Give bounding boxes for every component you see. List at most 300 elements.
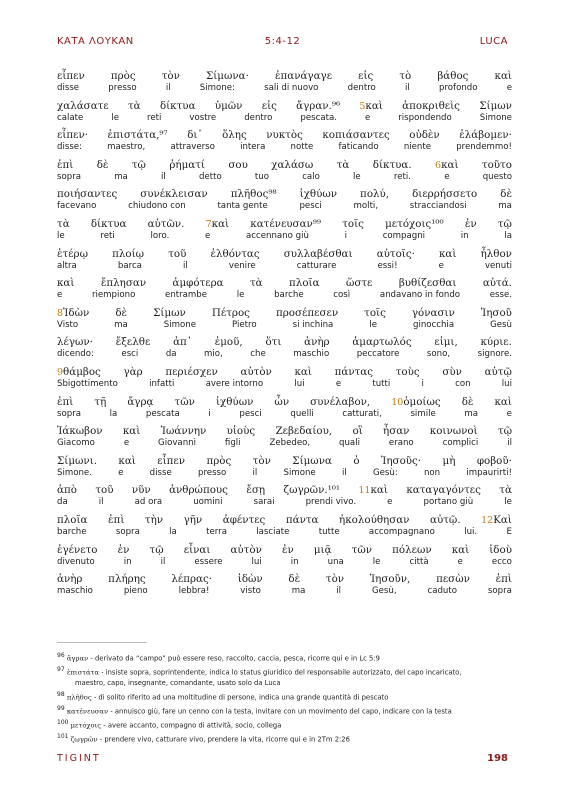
footnote-number: 101 (57, 733, 69, 741)
italian-word: barca (117, 260, 142, 271)
italian-word: e (506, 83, 512, 93)
greek-word: πλήρης (108, 573, 146, 586)
interlinear-line (57, 218, 512, 241)
greek-word: πάντα (285, 514, 319, 526)
italian-word: e (123, 438, 130, 449)
greek-word: ἐμοῦ, (214, 336, 243, 349)
italian-word: uomini (193, 497, 223, 508)
greek-word: 6καὶ (435, 158, 459, 171)
italian-word: compagni (382, 231, 426, 241)
greek-line (57, 336, 512, 349)
greek-line (57, 425, 512, 438)
verse-number: 7 (205, 219, 212, 230)
footnote-headword: ζωγρῶν (70, 735, 98, 744)
footnote-text: - derivato da “campo” può essere reso, raccolto, caccia, pesca, ricorre qui e in Lc 5:9 (88, 654, 380, 663)
greek-line (57, 218, 512, 231)
greek-word: καὶ (439, 247, 457, 260)
greek-line (57, 396, 512, 409)
italian-word: Giovanni (158, 438, 196, 449)
greek-word: αὐτὸν (240, 366, 272, 378)
greek-line (57, 544, 512, 557)
interlinear-line (57, 159, 512, 182)
greek-word: αὐτῷ (484, 366, 512, 378)
italian-word: faticando (338, 142, 379, 153)
italian-word: Simone. (57, 467, 92, 478)
greek-word: πόλεων (392, 543, 432, 556)
greek-line (57, 514, 512, 527)
greek-word: τὸ (399, 70, 412, 82)
italian-word: caduto (427, 586, 457, 597)
italian-word: catturare (296, 260, 337, 271)
greek-word: τῷ (497, 425, 512, 438)
italian-word: infatti (149, 379, 175, 389)
greek-word: προσέπεσεν (275, 306, 339, 319)
greek-word: δὲ (500, 188, 512, 201)
greek-word: εἶπεν (57, 70, 85, 82)
italian-word: barche (57, 527, 87, 537)
greek-word: 5καὶ (359, 99, 383, 112)
italian-word: ma (464, 408, 479, 419)
italian-word: lasciate (256, 527, 290, 537)
italian-word: calo (302, 171, 320, 182)
italian-word: dentro (244, 112, 273, 123)
interlinear-line (57, 455, 512, 478)
italian-word: le (111, 112, 119, 123)
italian-word: venire (228, 260, 256, 271)
greek-word: τὰ (57, 218, 70, 230)
italian-word: altra (57, 260, 77, 271)
greek-word: τῶν (351, 543, 373, 556)
italian-word: che (250, 349, 266, 360)
greek-word: πολύ, (360, 188, 390, 201)
italian-word: sopra (57, 171, 81, 182)
interlinear-line (57, 366, 512, 389)
greek-word: ἦλθον (480, 247, 512, 260)
greek-word: Ἰησοῦ (480, 306, 512, 319)
footnote (57, 718, 527, 730)
italian-word: ad ora (134, 497, 163, 508)
greek-word: ὥστε (345, 277, 373, 290)
italian-word: la (109, 408, 118, 419)
greek-word: συλλαβέσθαι (283, 247, 353, 260)
italian-word: Simone: (199, 83, 235, 93)
italian-word: ecco (491, 556, 512, 567)
greek-word: Πέτρος (211, 306, 250, 319)
italian-line (57, 261, 512, 271)
italian-line (57, 409, 512, 419)
greek-word: δὲ (96, 158, 109, 171)
greek-line (57, 248, 512, 261)
italian-line (57, 468, 512, 478)
italian-word: non (423, 467, 441, 478)
interlinear-line (57, 100, 512, 123)
italian-word: tutti (372, 379, 391, 389)
italian-word: ma (114, 171, 128, 182)
greek-word: Ἰωάννην (160, 425, 207, 438)
italian-word: Sbigottimento (57, 379, 118, 389)
greek-word: καὶ (494, 70, 512, 82)
greek-word: τῇ (94, 395, 107, 408)
greek-word: διερρήσσετο (412, 188, 478, 201)
greek-line (57, 188, 512, 201)
footer-publisher: TIGINT (57, 753, 101, 764)
greek-word: υἱοὺς (226, 425, 256, 438)
greek-word: 7καὶ (205, 218, 230, 230)
greek-line (57, 129, 512, 142)
greek-word: εἰς (358, 70, 374, 82)
italian-word: presso (108, 83, 137, 93)
footnote-number: 97 (57, 666, 65, 674)
italian-word: ginocchia (412, 319, 455, 330)
footnote-number: 99 (57, 704, 65, 712)
greek-word: τὸν (325, 573, 345, 586)
greek-word: ὅτι (265, 336, 282, 349)
italian-line (57, 557, 512, 567)
greek-word: δὲ (288, 573, 301, 586)
italian-word: chiudono con (128, 201, 186, 212)
italian-word: lui. (464, 527, 478, 537)
italian-word: figli (224, 438, 241, 449)
greek-line (57, 159, 512, 172)
italian-word: e (57, 290, 63, 301)
italian-word: pieno (123, 586, 148, 597)
italian-word: il (165, 83, 171, 93)
header-chapter-ref: 5:4-12 (264, 36, 301, 47)
italian-word: il (160, 556, 166, 567)
italian-word: Pietro (232, 319, 257, 330)
italian-line (57, 142, 512, 152)
greek-word: πρὸς (206, 454, 232, 467)
greek-word: πλοίῳ (112, 247, 145, 260)
footnote (57, 704, 527, 716)
italian-word: facevano (57, 201, 97, 212)
italian-word: il (252, 467, 258, 478)
italian-word: sarai (253, 497, 275, 508)
italian-word: sono, (426, 349, 451, 360)
italian-word: il (341, 467, 347, 478)
italian-word: e (444, 171, 450, 182)
italian-word: accompagnano (368, 527, 435, 537)
greek-word: καὶ (494, 395, 512, 408)
footnote-headword: πλῆθος (66, 692, 92, 701)
greek-word: τοῦτο (481, 158, 512, 171)
footnote-number: 100 (57, 719, 69, 727)
italian-line (57, 231, 512, 241)
greek-word: μὴ (442, 454, 456, 467)
greek-word: σου (228, 158, 248, 171)
greek-word: τὰ (127, 99, 141, 112)
greek-word: καὶ (122, 425, 141, 438)
italian-word: la (169, 527, 177, 537)
italian-word: essere (194, 556, 223, 567)
italian-word: sopra (115, 527, 140, 537)
greek-word: εἶπεν· (57, 129, 89, 142)
italian-word: tutte (318, 527, 340, 537)
italian-word: Visto (57, 319, 79, 330)
italian-word: città (409, 556, 429, 567)
greek-word: ἰδὼν (237, 573, 263, 586)
greek-word: δὲ (115, 306, 128, 319)
italian-word: Simone (283, 467, 316, 478)
italian-word: visto (240, 586, 261, 597)
italian-word: i (421, 379, 424, 389)
italian-word: sopra (487, 586, 512, 597)
italian-line (57, 586, 512, 596)
greek-word: καὶ (294, 366, 312, 378)
greek-word: ῥήματί (169, 158, 205, 171)
italian-word: rispondendo (398, 112, 452, 123)
footnote-text: - annuisco giù, fare un cenno con la testa, invitare con un movimento del capo, indicare con la testa (108, 707, 452, 716)
greek-word: τοῖς (364, 306, 386, 319)
greek-word: δίκτυα (159, 99, 196, 112)
italian-line (57, 349, 512, 359)
greek-word: ὑμῶν (214, 99, 243, 112)
greek-word: Σίμωνα· (205, 70, 249, 82)
greek-word: πλοῖα (57, 514, 88, 526)
interlinear-line (57, 70, 512, 93)
italian-word: le (372, 556, 381, 567)
italian-line (57, 83, 512, 93)
greek-word: χαλάσατε (57, 99, 109, 112)
footnote-text: - avere accanto, compagno di attività, socio, collega (101, 721, 282, 730)
greek-word: Σίμων (153, 306, 186, 319)
greek-word: ὅλης (222, 129, 247, 142)
italian-word: esse. (489, 290, 512, 301)
italian-line (57, 438, 512, 448)
verse-number: 9 (57, 367, 64, 378)
greek-word: βάθος (437, 70, 469, 82)
italian-word: sali di nuovo (264, 83, 319, 93)
footnote-text: - di solito riferito ad una moltitudine di persone, indica una grande quantità di pescato (91, 692, 389, 701)
greek-word: τὰ (249, 277, 263, 290)
greek-word: Ἰησοῦν, (369, 573, 411, 586)
italian-word: E (506, 527, 512, 537)
greek-word: ἔπλησαν (100, 277, 147, 290)
greek-word: ἠκολούθησαν (339, 514, 410, 526)
greek-line (57, 455, 512, 468)
italian-word: entrambe (165, 290, 208, 301)
greek-word: καὶ (451, 543, 470, 556)
italian-word: barche (274, 290, 304, 301)
italian-word: i (208, 408, 211, 419)
italian-word: Gesù: (372, 467, 398, 478)
interlinear-line (57, 544, 512, 567)
greek-word: οἳ (352, 425, 363, 438)
greek-word: οὐδὲν (409, 129, 440, 142)
interlinear-line (57, 514, 512, 537)
italian-word: il (336, 586, 342, 597)
italian-word: e (335, 379, 342, 389)
greek-word: ἔξελθε (115, 336, 151, 349)
italian-word: essi! (377, 260, 398, 271)
italian-word: ma (114, 319, 128, 330)
greek-word: ἄγρᾳ (127, 395, 154, 408)
footnote-headword: ἐπιστάτα (66, 668, 99, 677)
italian-line (57, 320, 512, 330)
italian-word: reti (147, 112, 162, 123)
greek-word: Σίμων (479, 99, 512, 112)
italian-word: dentro (347, 83, 376, 93)
greek-word: τὴν (144, 514, 164, 526)
greek-word: μετόχοις¹⁰⁰ (385, 218, 444, 230)
italian-word: terra (206, 527, 227, 537)
italian-word: simile (410, 408, 436, 419)
verse-number: 5 (359, 100, 366, 112)
greek-word: πλοῖα (289, 277, 320, 290)
italian-word: si inchina (292, 319, 334, 330)
greek-word: κατένευσαν⁹⁹ (250, 218, 322, 230)
italian-word: quali (339, 438, 360, 449)
italian-word: pesci (239, 408, 262, 419)
greek-word: ἐπὶ (57, 158, 74, 171)
italian-word: il (405, 83, 410, 93)
greek-word: ἐπὶ (495, 573, 512, 586)
footnote-continuation: maestro, capo, insegnante, comandante, usato solo da Luca (75, 678, 281, 687)
italian-word: accennano giù (246, 231, 309, 241)
italian-word: loro. (150, 231, 170, 241)
footnote (57, 732, 527, 744)
italian-word: e (205, 231, 211, 241)
greek-word: ζωγρῶν.¹⁰¹ (283, 484, 340, 497)
italian-word: e (506, 408, 512, 419)
italian-line (57, 379, 512, 389)
greek-line (57, 573, 512, 586)
greek-word: Ἰησοῦς· (381, 454, 422, 467)
italian-word: divenuto (57, 556, 95, 567)
greek-word: ἀνθρώπους (169, 484, 228, 497)
greek-word: γῆν (183, 514, 203, 526)
italian-word: calate (57, 112, 84, 123)
italian-word: e (364, 112, 371, 123)
greek-word: ἀπ᾽ (173, 336, 192, 349)
greek-word: αὐτῷ. (430, 514, 461, 526)
italian-word: la (504, 231, 512, 241)
italian-word: lebbra! (178, 586, 210, 597)
footnote (57, 665, 527, 687)
italian-word: esci (121, 349, 139, 360)
italian-word: da (57, 497, 68, 508)
italian-word: il (98, 497, 104, 508)
greek-word: μιᾷ (313, 543, 332, 556)
greek-word: ἰχθύων (215, 395, 254, 408)
greek-word: σὺν (442, 366, 462, 378)
italian-word: catturati, (342, 408, 382, 419)
italian-word: e (457, 556, 463, 567)
italian-word: le (504, 497, 512, 508)
greek-word: τοῖς (342, 218, 364, 230)
interlinear-line (57, 307, 512, 330)
greek-line (57, 70, 512, 83)
italian-word: maschio (57, 586, 93, 597)
greek-line (57, 100, 512, 113)
verse-number: 8 (57, 307, 64, 319)
italian-word: Gesù, (371, 586, 397, 597)
greek-word: 10ὁμοίως (391, 395, 441, 408)
header-translation-title: LUCA (479, 36, 508, 47)
greek-word: αὐτά. (482, 277, 512, 290)
greek-word: νῦν (131, 484, 151, 497)
greek-word: καταγαγόντες (406, 484, 481, 497)
italian-word: disse (149, 467, 172, 478)
verse-number: 12 (481, 515, 494, 526)
greek-word: ἐλθόντας (210, 247, 260, 260)
italian-word: prendi vivo. (305, 497, 357, 508)
italian-word: presso (197, 467, 227, 478)
italian-word: il (507, 438, 512, 449)
greek-word: πεσὼν (436, 573, 470, 586)
greek-word: νυκτὸς (266, 129, 303, 142)
greek-word: ἐγένετο (57, 543, 98, 556)
greek-word: ἐν (464, 218, 477, 230)
footnote (57, 651, 527, 663)
greek-word: ἀφέντες (222, 514, 266, 526)
italian-word: molti, (353, 201, 379, 212)
greek-word: κοινωνοὶ (429, 425, 478, 438)
italian-word: questo (482, 171, 512, 182)
greek-word: ἐν (117, 543, 130, 556)
italian-word: intera (240, 142, 266, 153)
italian-word: maschio (293, 349, 330, 360)
italian-word: così (333, 290, 351, 301)
interlinear-line (57, 129, 512, 152)
italian-word: pescata. (300, 112, 337, 123)
verse-number: 10 (391, 396, 404, 408)
italian-word: impaurirti! (466, 467, 512, 478)
italian-word: tanta gente (217, 201, 268, 212)
greek-word: ἐπανάγαγε (274, 70, 333, 82)
greek-word: εἰς (261, 99, 277, 112)
footnote-number: 98 (57, 690, 65, 698)
greek-word: βυθίζεσθαι (398, 277, 457, 290)
italian-word: le (353, 171, 361, 182)
greek-word: 12Καὶ (481, 514, 512, 526)
italian-word: Gesù (490, 319, 512, 330)
italian-line (57, 527, 512, 537)
footnote (57, 690, 527, 702)
italian-word: complici (442, 438, 479, 449)
italian-word: reti. (393, 171, 412, 182)
greek-word: ἄγραν.⁹⁶ (296, 99, 341, 112)
italian-word: Simone (479, 112, 512, 123)
italian-word: il (183, 260, 188, 271)
italian-word: vostre (189, 112, 217, 123)
footnote-text: - prendere vivo, catturare vivo, prendere la vita, ricorre qui e in 2Tm 2:26 (97, 735, 350, 744)
italian-word: in (460, 231, 469, 241)
greek-word: τὰ (336, 158, 350, 171)
italian-word: con (455, 379, 471, 389)
interlinear-line (57, 277, 512, 300)
greek-word: περιέσχεν (165, 366, 218, 378)
footnote-number: 96 (57, 652, 65, 659)
greek-word: λέγων· (57, 336, 93, 349)
greek-word: γόνασιν (411, 306, 455, 319)
italian-word: profondo (439, 83, 478, 93)
greek-word: δι᾽ (187, 129, 203, 142)
greek-word: ἀμφότερα (172, 277, 224, 290)
greek-word: Ἰάκωβον (57, 425, 103, 438)
italian-word: attraverso (170, 142, 215, 153)
italian-word: e (118, 467, 124, 478)
greek-word: ἦσαν (383, 425, 410, 438)
italian-word: niente (403, 142, 432, 153)
greek-word: ἰχθύων (299, 188, 338, 201)
greek-word: ἰδοὺ (489, 543, 512, 556)
italian-word: le (57, 231, 65, 241)
greek-word: συνέκλεισαν (140, 188, 208, 201)
italian-word: signore. (477, 349, 512, 360)
greek-word: Σίμωνα (292, 454, 332, 467)
greek-word: Σίμωνι. (57, 454, 97, 467)
